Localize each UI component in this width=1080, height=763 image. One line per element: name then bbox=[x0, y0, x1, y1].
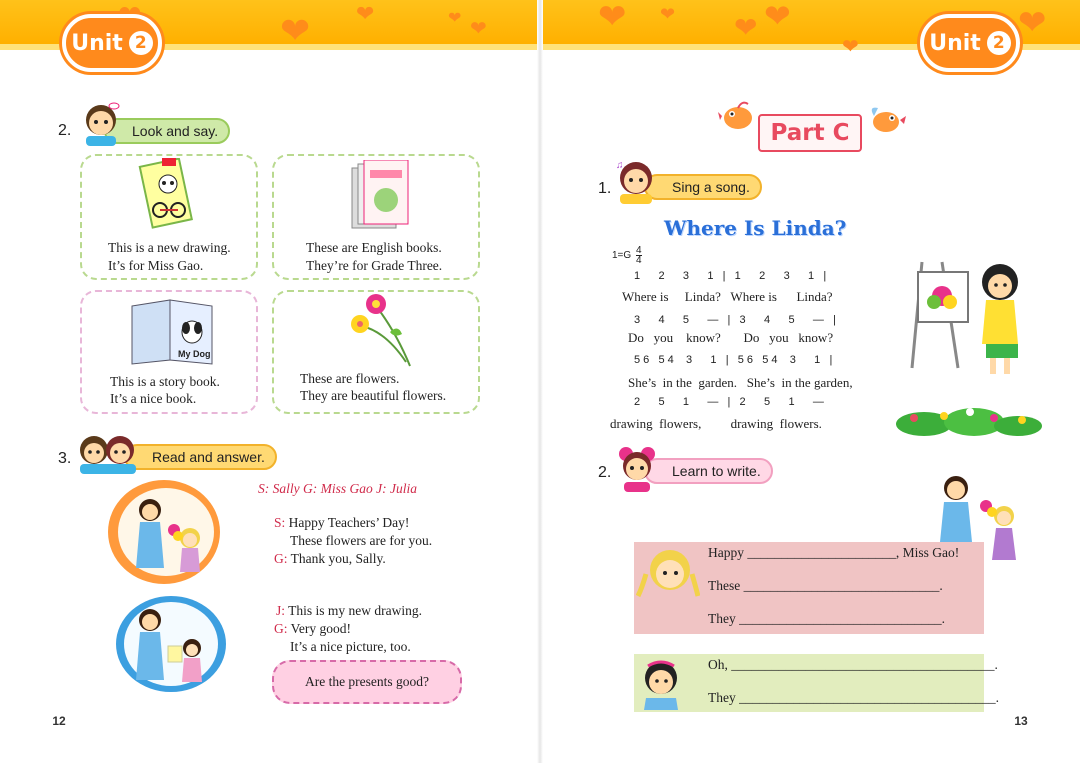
song-title: Where Is Linda? bbox=[664, 216, 847, 240]
unit-word: Unit bbox=[71, 30, 123, 56]
writing-line: These _____________________________. bbox=[708, 578, 943, 593]
girl-music-avatar-icon bbox=[614, 158, 658, 204]
card-text-line: It’s for Miss Gao. bbox=[108, 258, 204, 273]
unit-badge-right bbox=[920, 14, 1020, 72]
blank-field[interactable]: _____________________________ bbox=[743, 578, 940, 593]
lyrics-row: She’s in the garden. She’s in the garden, bbox=[628, 375, 853, 390]
unit-word: Unit bbox=[929, 30, 981, 56]
heart-icon: ❤ bbox=[660, 4, 676, 25]
dialogue-text: Thank you, Sally. bbox=[290, 551, 386, 566]
learn-to-write-label: Learn to write. bbox=[644, 458, 773, 484]
heart-icon: ❤ bbox=[470, 16, 487, 40]
flower-bush-illustration bbox=[894, 396, 1044, 438]
question-bubble: Are the presents good? bbox=[272, 660, 462, 704]
speaker-tag: S: bbox=[274, 515, 286, 530]
heart-icon: ❤ bbox=[598, 0, 627, 37]
notation-row: 3 4 5 — | 3 4 5 — | bbox=[634, 314, 836, 326]
section-number: 1. bbox=[598, 180, 612, 197]
key-signature: 1=G bbox=[612, 250, 632, 262]
card-text-line: This is a new drawing. bbox=[108, 240, 231, 255]
music-key bbox=[612, 246, 642, 265]
lyrics-row: drawing flowers, drawing flowers. bbox=[610, 416, 822, 431]
unit-badge-left bbox=[62, 14, 162, 72]
card-text-line: This is a story book. bbox=[110, 374, 220, 389]
heart-icon: ❤ bbox=[842, 34, 859, 58]
flowers-icon bbox=[346, 292, 416, 368]
notation-row: 2 5 1 — | 2 5 1 — bbox=[634, 396, 824, 408]
dialogue-line bbox=[274, 550, 386, 568]
blank-field[interactable]: ______________________________________ bbox=[739, 690, 996, 705]
speaker-tag: G: bbox=[274, 551, 288, 566]
speaker-tag: J: bbox=[276, 603, 286, 618]
book-cover-text: My Dog bbox=[178, 349, 211, 359]
unit-number: 2 bbox=[987, 31, 1011, 55]
unit-number: 2 bbox=[129, 31, 153, 55]
dialogue-line bbox=[290, 638, 411, 656]
teacher-and-girl-illustration bbox=[120, 490, 216, 580]
books-icon bbox=[350, 160, 410, 234]
svg-text:♫: ♫ bbox=[616, 160, 624, 171]
dialogue-text: These flowers are for you. bbox=[290, 533, 433, 548]
role-key: S: Sally G: Miss Gao J: Julia bbox=[258, 481, 417, 496]
blank-field[interactable]: _______________________________________ bbox=[731, 657, 995, 672]
card-text-line: They are beautiful flowers. bbox=[300, 388, 447, 403]
lyrics-row: Where is Linda? Where is Linda? bbox=[622, 289, 833, 304]
dialogue-text: Happy Teachers’ Day! bbox=[288, 515, 410, 530]
writing-line: Happy ______________________, Miss Gao! bbox=[708, 545, 960, 560]
girl-painting-illustration bbox=[908, 258, 1034, 388]
heart-icon: ❤ bbox=[280, 11, 311, 52]
dialogue-line bbox=[274, 514, 409, 532]
bird-icon bbox=[718, 98, 758, 134]
page-number-left: ♡ 12 bbox=[44, 708, 74, 734]
dark-hair-girl-illustration bbox=[640, 658, 682, 710]
dialogue-text: This is my new drawing. bbox=[288, 603, 423, 618]
card-text-line: These are English books. bbox=[306, 240, 442, 255]
time-signature: $\frac{4}{4}$ bbox=[635, 245, 642, 266]
dialogue-text: Very good! bbox=[290, 621, 352, 636]
writing-line: They ______________________________________. bbox=[708, 690, 999, 705]
panda-drawing-icon bbox=[138, 158, 196, 232]
section-number: 2. bbox=[598, 464, 612, 481]
look-and-say-label: Look and say. bbox=[104, 118, 230, 144]
blank-field[interactable]: ______________________________ bbox=[739, 611, 942, 626]
card-text-line: These are flowers. bbox=[300, 371, 400, 386]
part-c-title: Part C bbox=[758, 114, 862, 152]
blonde-girl-face-illustration bbox=[636, 544, 700, 600]
heart-icon: ❤ bbox=[356, 2, 375, 27]
card-text-line: It’s a nice book. bbox=[110, 391, 197, 406]
card-text-line: They’re for Grade Three. bbox=[306, 258, 443, 273]
dialogue-line bbox=[290, 532, 432, 550]
pink-girl-avatar-icon bbox=[616, 444, 658, 492]
lyrics-row: Do you know? Do you know? bbox=[628, 330, 834, 345]
sing-a-song-label: Sing a song. bbox=[644, 174, 762, 200]
writing-line: Oh, _______________________________________. bbox=[708, 657, 998, 672]
boy-avatar-icon bbox=[80, 100, 122, 146]
teacher-and-girl-drawing-illustration bbox=[124, 602, 220, 688]
page-gutter bbox=[537, 0, 543, 763]
speaker-tag: G: bbox=[274, 621, 288, 636]
section-number: 2. bbox=[58, 122, 72, 139]
two-kids-avatar-icon bbox=[76, 426, 140, 474]
notation-row: 1 2 3 1 | 1 2 3 1 | bbox=[634, 270, 827, 282]
writing-line: They ______________________________. bbox=[708, 611, 945, 626]
heart-icon: ❤ bbox=[764, 0, 791, 35]
notation-row: 5 6 5 4 3 1 | 5 6 5 4 3 1 | bbox=[634, 354, 833, 366]
section-number: 3. bbox=[58, 450, 72, 467]
read-and-answer-label: Read and answer. bbox=[124, 444, 277, 470]
dialogue-line bbox=[274, 620, 351, 638]
bird-icon bbox=[866, 102, 906, 136]
heart-icon: ❤ bbox=[448, 8, 462, 27]
page-number-right: ♡ 13 bbox=[1006, 708, 1036, 734]
heart-icon: ❤ bbox=[1018, 3, 1047, 43]
heart-icon: ❤ bbox=[734, 11, 758, 44]
dialogue-line bbox=[276, 602, 422, 620]
blank-field[interactable]: ______________________ bbox=[747, 545, 896, 560]
dialogue-text: It’s a nice picture, too. bbox=[290, 639, 411, 654]
